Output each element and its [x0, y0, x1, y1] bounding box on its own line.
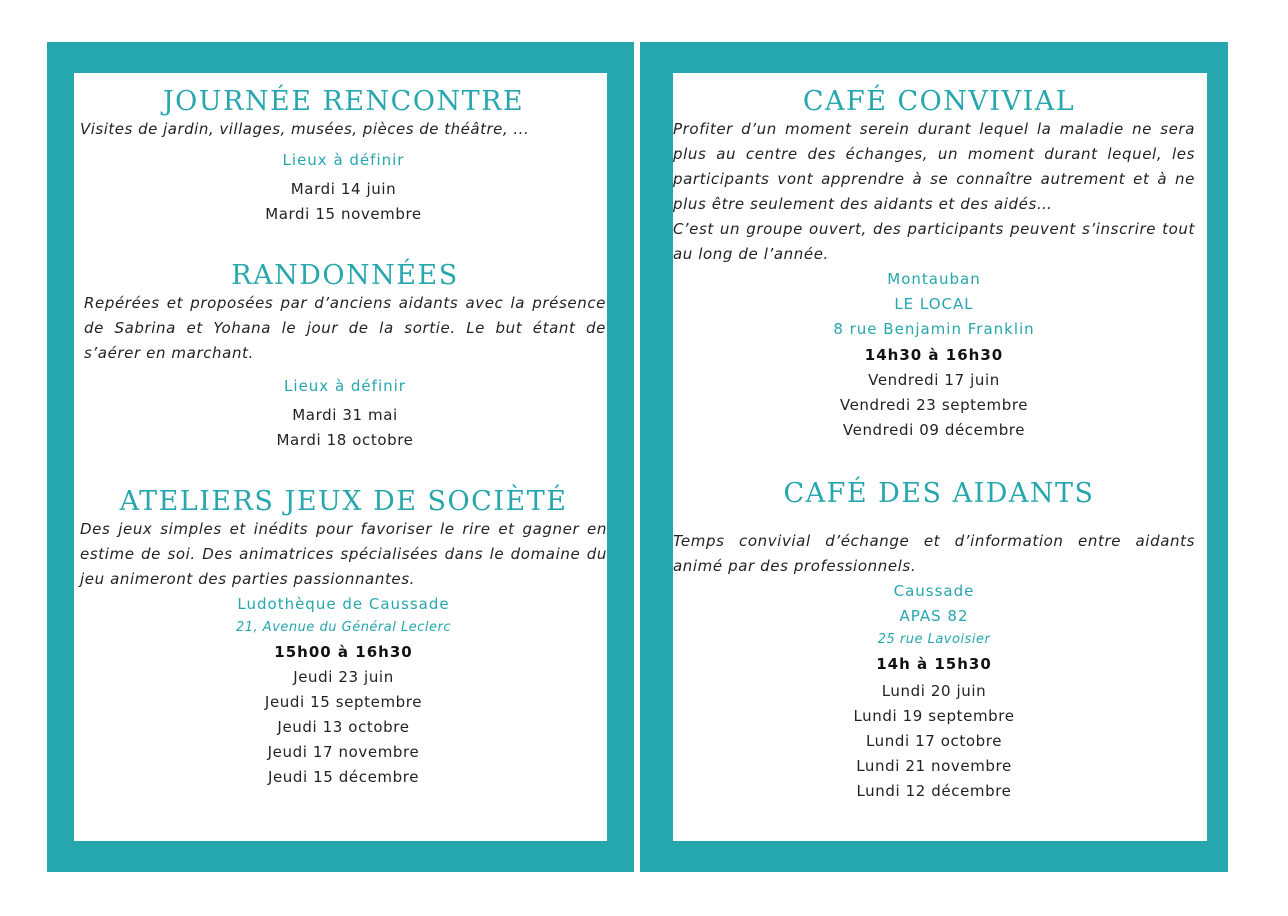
- section-cafe-convivial: [673, 87, 1195, 443]
- time-range: 14h à 15h30: [876, 655, 992, 673]
- address: 8 rue Benjamin Franklin: [833, 320, 1035, 338]
- section-title: JOURNÉE RENCONTRE: [162, 86, 525, 117]
- venue: LE LOCAL: [894, 295, 974, 313]
- date-item: Jeudi 15 septembre: [264, 693, 423, 711]
- section-cafe-des-aidants: [673, 479, 1195, 804]
- section-randonnees: [84, 261, 606, 453]
- date-item: Jeudi 17 novembre: [267, 743, 420, 761]
- right-card: [673, 73, 1207, 841]
- venue: APAS 82: [899, 607, 969, 625]
- date-item: Lundi 20 juin: [881, 682, 987, 700]
- section-description: [673, 117, 1195, 267]
- section-title: CAFÉ CONVIVIAL: [802, 86, 1076, 117]
- city: Montauban: [887, 270, 981, 288]
- location: Lieux à définir: [282, 151, 405, 169]
- left-card: [74, 73, 607, 841]
- time-range: 14h30 à 16h30: [864, 346, 1004, 364]
- right-panel: [640, 42, 1228, 872]
- section-description: Des jeux simples et inédits pour favoriser le rire et gagner en estime de soi. Des animatrices spécialisées dans le domaine du jeu animeront des parties passionnantes.: [80, 520, 607, 588]
- section-description: Temps convivial d’échange et d’information entre aidants animé par des professionnels.: [673, 532, 1195, 575]
- location: Ludothèque de Caussade: [237, 595, 450, 613]
- dates-list: [80, 177, 607, 227]
- date-item: Mardi 14 juin: [290, 180, 397, 198]
- section-title: ATELIERS JEUX DE SOCIÈTÉ: [119, 486, 568, 517]
- city: Caussade: [893, 582, 975, 600]
- address: 21, Avenue du Général Leclerc: [236, 620, 451, 635]
- date-item: Vendredi 17 juin: [868, 371, 1000, 389]
- dates-list: [80, 665, 607, 790]
- section-description: Visites de jardin, villages, musées, pièces de théâtre, ...: [80, 120, 530, 138]
- dates-list: [673, 679, 1195, 804]
- section-title: RANDONNÉES: [231, 260, 459, 291]
- location: Lieux à définir: [284, 377, 406, 395]
- description-paragraph: Profiter d’un moment serein durant lequel la maladie ne sera plus au centre des échanges, un moment durant lequel, les participants vont apprendre à se connaître autrement et à ne plus être seulement des aidants et des aidés…: [673, 120, 1195, 213]
- date-item: Vendredi 23 septembre: [839, 396, 1029, 414]
- description-paragraph: C’est un groupe ouvert, des participants peuvent s’inscrire tout au long de l’année.: [673, 220, 1195, 263]
- date-item: Vendredi 09 décembre: [842, 421, 1026, 439]
- dates-list: [84, 403, 606, 453]
- date-item: Lundi 19 septembre: [853, 707, 1015, 725]
- date-item: Mardi 18 octobre: [276, 431, 414, 449]
- date-item: Lundi 12 décembre: [856, 782, 1012, 800]
- time-range: 15h00 à 16h30: [274, 643, 413, 661]
- date-item: Mardi 15 novembre: [265, 205, 422, 223]
- date-item: Lundi 17 octobre: [865, 732, 1003, 750]
- date-item: Lundi 21 novembre: [856, 757, 1012, 775]
- section-journee-rencontre: [80, 87, 607, 227]
- date-item: Jeudi 15 décembre: [267, 768, 420, 786]
- address: 25 rue Lavoisier: [877, 632, 991, 647]
- section-description: Repérées et proposées par d’anciens aidants avec la présence de Sabrina et Yohana le jour de la sortie. Le but étant de s’aérer en marchant.: [84, 294, 606, 362]
- date-item: Mardi 31 mai: [292, 406, 398, 424]
- dates-list: [673, 368, 1195, 443]
- left-panel: [47, 42, 634, 872]
- section-ateliers-jeux: [80, 487, 607, 790]
- section-title: CAFÉ DES AIDANTS: [783, 478, 1095, 509]
- date-item: Jeudi 13 octobre: [277, 718, 410, 736]
- date-item: Jeudi 23 juin: [293, 668, 394, 686]
